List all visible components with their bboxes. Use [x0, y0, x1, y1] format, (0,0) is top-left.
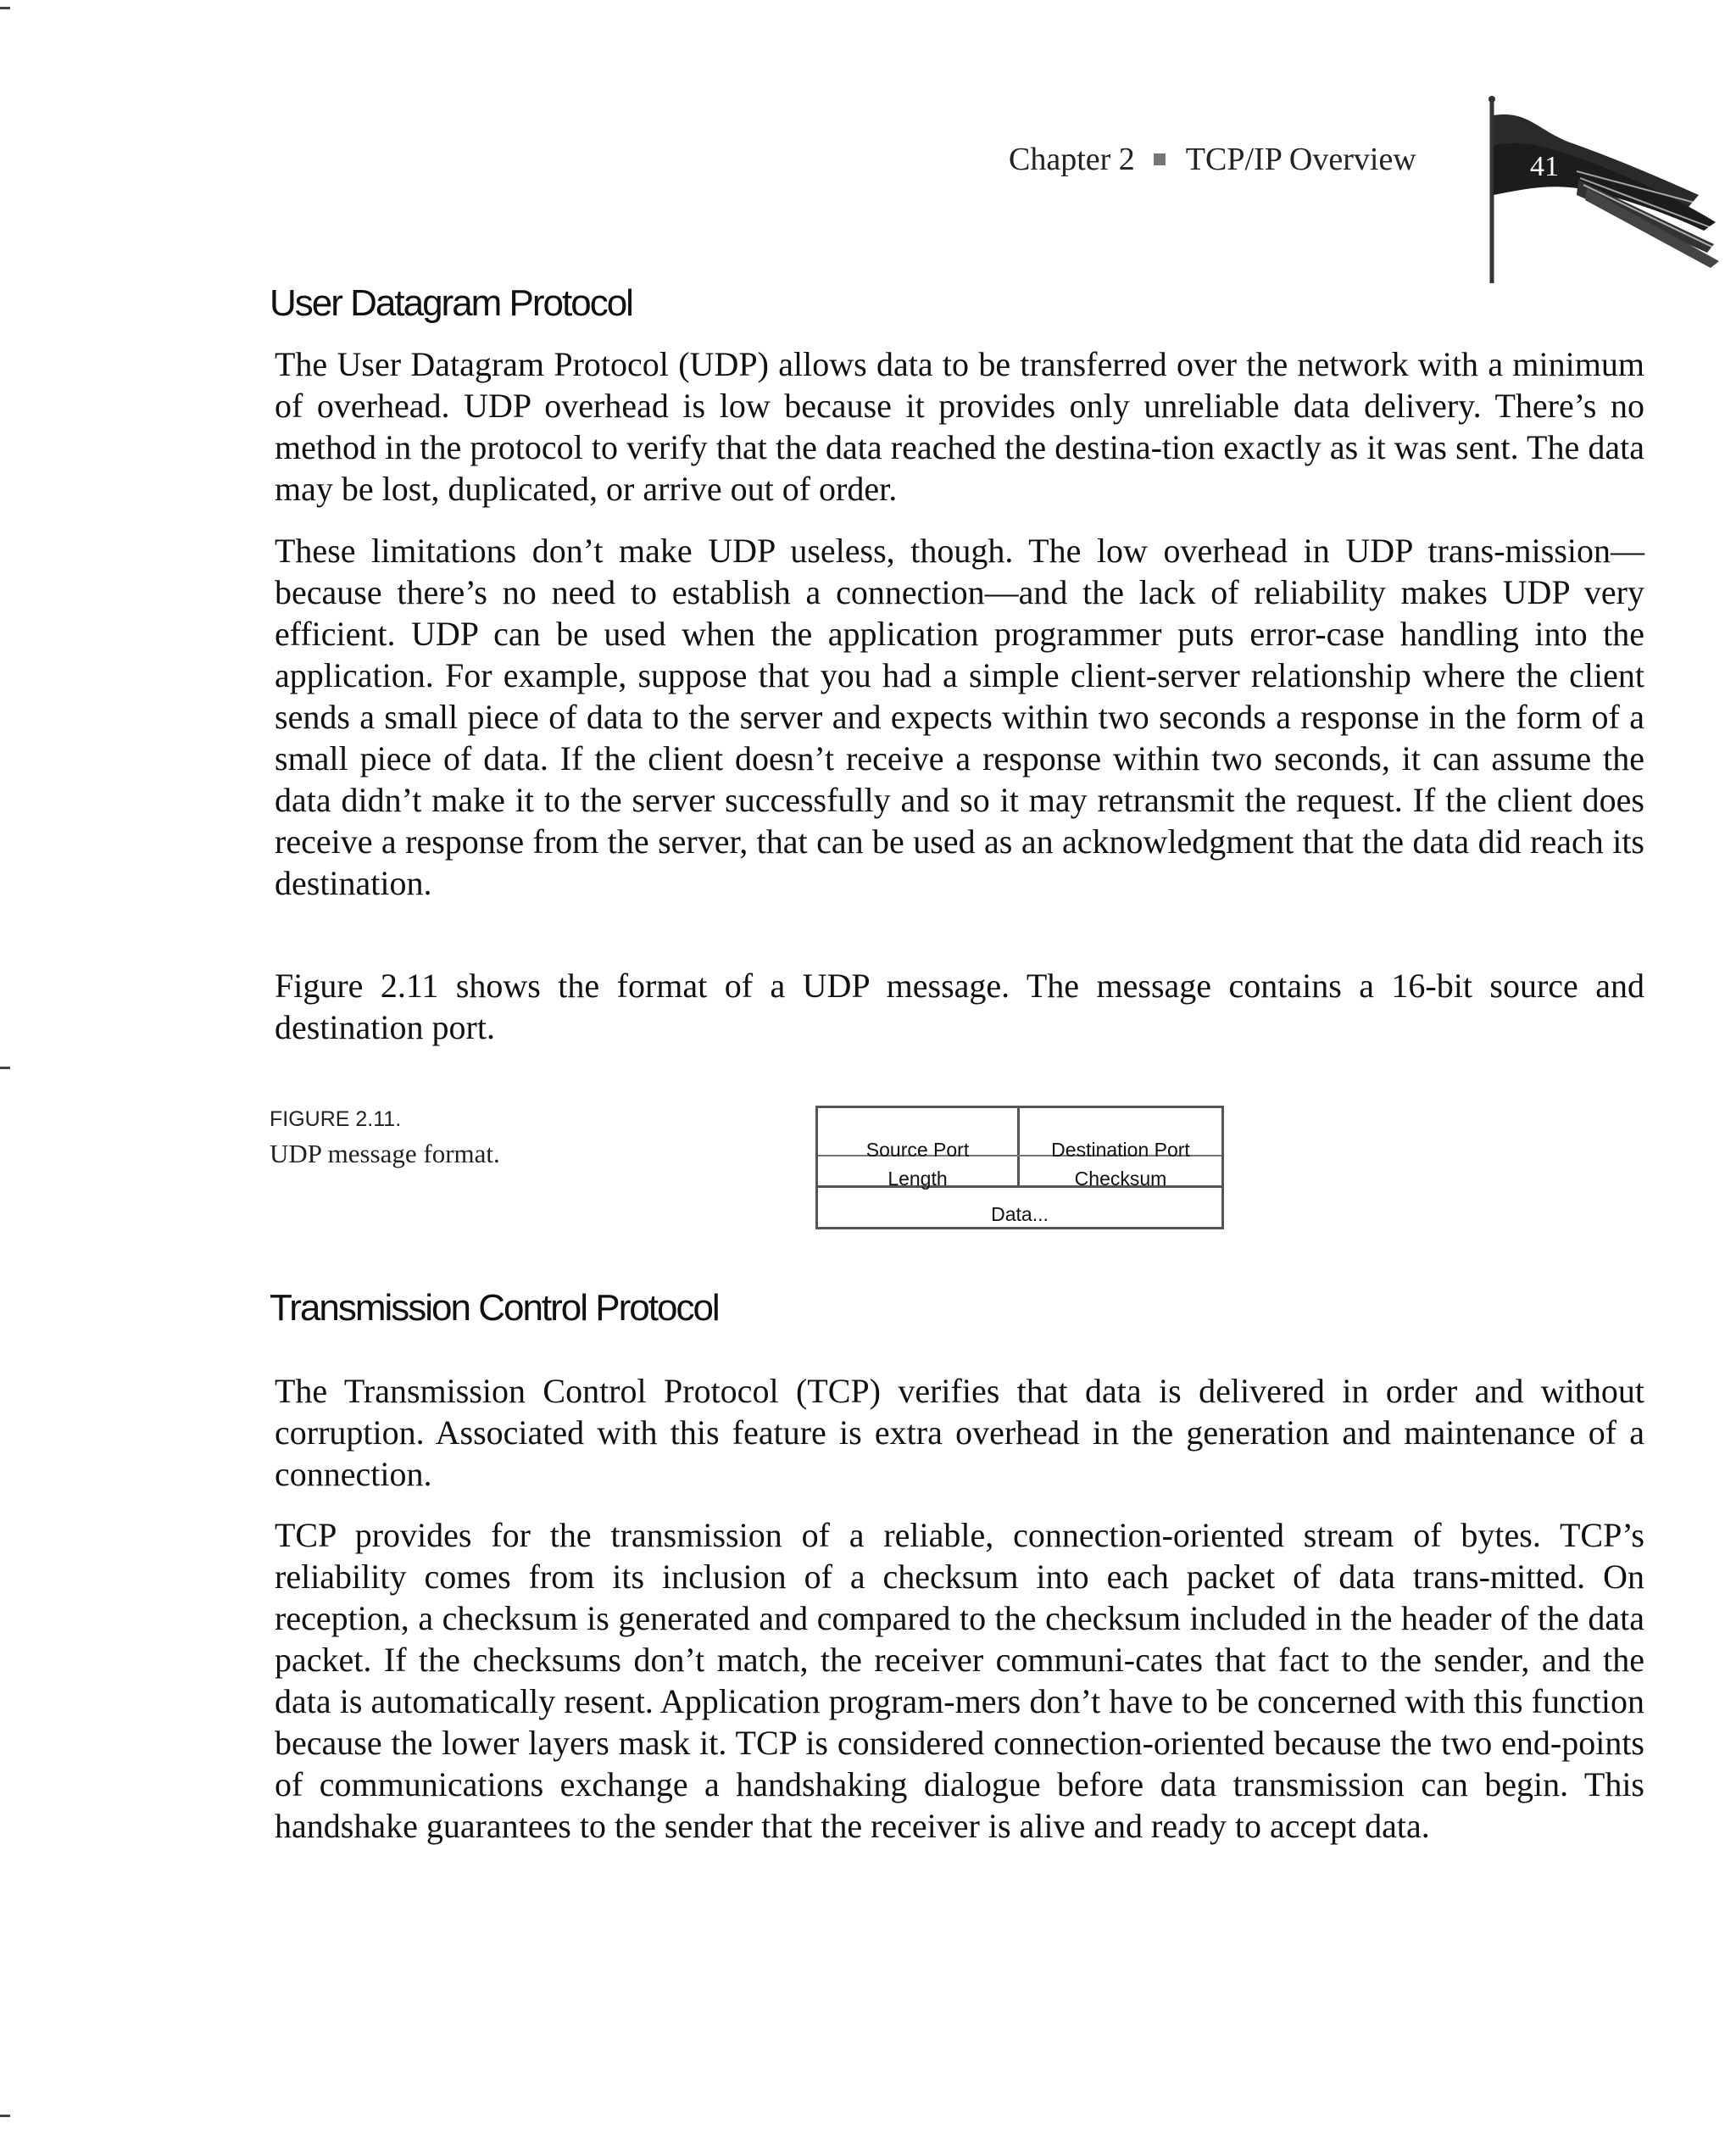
- scan-edge-mark: [0, 7, 10, 9]
- source-port-field: Source Port: [865, 1139, 970, 1161]
- section-title: TCP/IP Overview: [1185, 142, 1416, 177]
- chapter-label: Chapter 2: [1009, 142, 1135, 177]
- scan-edge-mark: [0, 1067, 10, 1069]
- udp-section-heading: User Datagram Protocol: [270, 282, 632, 324]
- page-number: 41: [1530, 151, 1559, 182]
- length-field: Length: [887, 1168, 948, 1190]
- udp-message-format-diagram: [815, 1106, 1224, 1229]
- figure-label: FIGURE 2.11.: [270, 1107, 402, 1131]
- tcp-section-heading: Transmission Control Protocol: [270, 1287, 719, 1329]
- scan-edge-mark: [0, 2115, 10, 2117]
- udp-paragraph-3: Figure 2.11 shows the format of a UDP message. The message contains a 16-bit source and destination port.: [275, 967, 1644, 1046]
- running-head: [1009, 141, 1416, 178]
- figure-caption: UDP message format.: [270, 1139, 500, 1168]
- udp-paragraph-2: These limitations don’t make UDP useless, though. The low overhead in UDP trans-mission—because there’s no need to establish a connection—and the lack of reliability makes UDP very efficient. UDP can be used when the application programmer puts error-case handling into the application. For example, suppose that you had a simple client-server relationship where the client sends a small piece of data to the server and expects within two seconds a response in the form of a small piece of data. If the client doesn’t receive a response within two seconds, it can assume the data didn’t make it to the server successfully and so it may retransmit the request. If the client does receive a response from the server, that can be used as an acknowledgment that the data did reach its destination.: [275, 532, 1644, 902]
- separator-square-icon: [1154, 153, 1166, 165]
- tcp-paragraph-2: TCP provides for the transmission of a reliable, connection-oriented stream of bytes. TCP’s reliability comes from its inclusion of a checksum into each packet of data trans-mitted. On reception, a checksum is generated and compared to the checksum included in the header of the data packet. If the checksums don’t match, the receiver communi-cates that fact to the sender, and the data is automatically resent. Application program-mers don’t have to be concerned with this function because the lower layers mask it. TCP is considered connection-oriented because the two end-points of communications exchange a handshaking dialogue before data transmission can begin. This handshake guarantees to the sender that the receiver is alive and ready to accept data.: [275, 1516, 1644, 1845]
- tcp-paragraph-1: The Transmission Control Protocol (TCP) verifies that data is delivered in order and without corruption. Associated with this feature is extra overhead in the generation and maintenance of a connection.: [275, 1372, 1644, 1493]
- checksum-field: Checksum: [1074, 1168, 1167, 1190]
- data-field: Data...: [991, 1203, 1049, 1225]
- udp-paragraph-1: The User Datagram Protocol (UDP) allows data to be transferred over the network with a minimum of overhead. UDP overhead is low because it provides only unreliable data delivery. There’s no method in the protocol to verify that the data reached the destina-tion exactly as it was sent. The data may be lost, duplicated, or arrive out of order.: [275, 345, 1644, 508]
- destination-port-field: Destination Port: [1051, 1139, 1190, 1161]
- flag-ornament-icon: [1477, 95, 1722, 287]
